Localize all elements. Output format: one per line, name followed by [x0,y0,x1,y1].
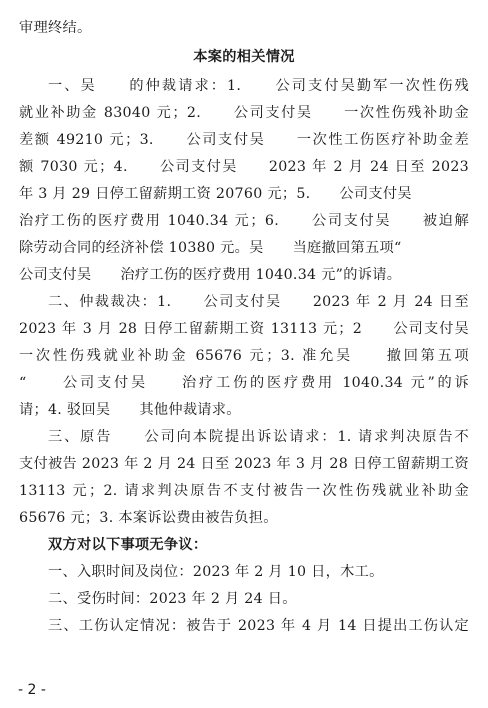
text-line: 一次性伤残就业补助金 65676 元；3. 准允吴 撤回第五项 [19,348,469,364]
text-line: 支付被告 2023 年 2 月 24 日至 2023 年 3 月 28 日停工留薪期工资 [19,456,469,472]
text-line: 审理终结。 [19,20,92,36]
text-line: 治疗工伤的医疗费用 1040.34 元；6. 公司支付吴 被迫解 [19,213,469,229]
text-line: 二、仲裁裁决：1. 公司支付吴 2023 年 2 月 24 日至 [48,294,469,310]
text-line: 除劳动合同的经济补偿 10380 元。吴 当庭撤回第五项“ [19,240,402,256]
text-line: 额 7030 元；4. 公司支付吴 2023 年 2 月 24 日至 2023 [19,159,469,175]
text-line: 差额 49210 元；3. 公司支付吴 一次性工伤医疗补助金差 [19,132,469,148]
text-line: 2023 年 3 月 28 日停工留薪期工资 13113 元；2 公司支付吴 [19,321,469,337]
text-line: 一、吴 的仲裁请求：1. 公司支付吴勤军一次性伤残 [48,78,469,94]
text-line: 二、受伤时间：2023 年 2 月 24 日。 [48,591,297,607]
text-line: 65676 元；3. 本案诉讼费由被告负担。 [19,510,278,526]
text-line: 请；4. 驳回吴 其他仲裁请求。 [19,402,241,418]
text-line: 就业补助金 83040 元；2. 公司支付吴 一次性伤残补助金 [19,105,469,121]
page-number: - 2 - [18,682,46,698]
text-line: 13113 元；2. 请求判决原告不支付被告一次性伤残就业补助金 [19,483,469,499]
section-heading: 本案的相关情况 [193,49,295,65]
text-line: 一、入职时间及岗位：2023 年 2 月 10 日，木工。 [48,564,384,580]
text-line: 三、工伤认定情况：被告于 2023 年 4 月 14 日提出工伤认定 [48,618,469,634]
text-line: 年 3 月 29 日停工留薪期工资 20760 元；5. 公司支付吴 [19,186,412,202]
section-subheading: 双方对以下事项无争议： [48,537,208,553]
text-line: 三、原告 公司向本院提出诉讼请求：1. 请求判决原告不 [48,429,469,445]
text-line: “ 公司支付吴 治疗工伤的医疗费用 1040.34 元”的诉 [19,375,469,391]
text-line: 公司支付吴 治疗工伤的医疗费用 1040.34 元”的诉请。 [19,267,402,283]
